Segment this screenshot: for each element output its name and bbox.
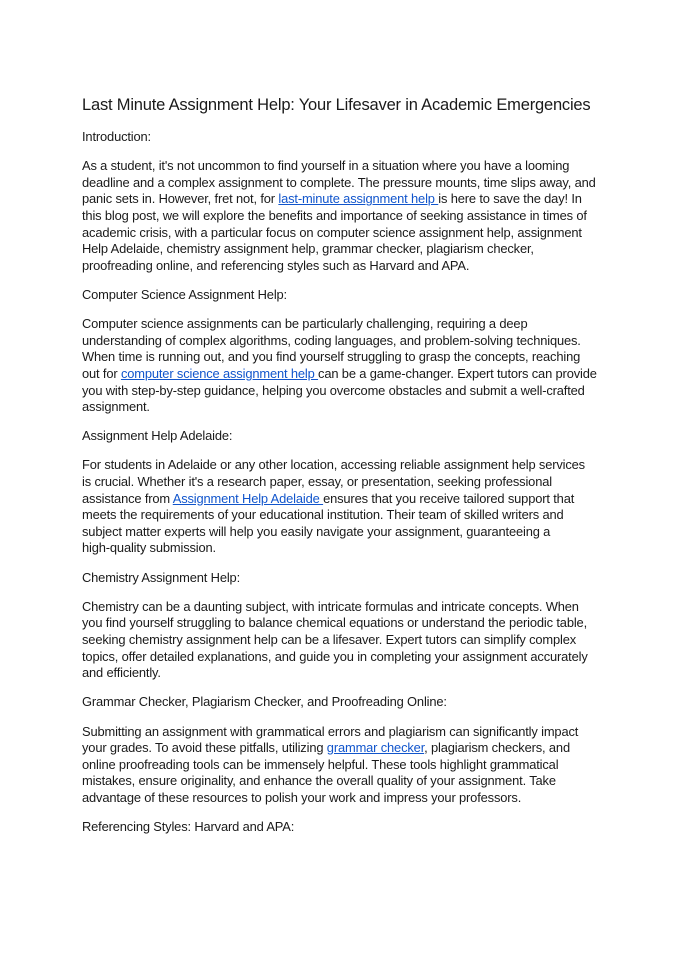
- text-run: meets the requirements of your educational institution. Their team of skilled writers and: [82, 507, 564, 523]
- paragraph: [82, 724, 612, 807]
- text-line: [82, 570, 612, 587]
- text-line: [82, 316, 612, 333]
- text-line: [82, 632, 612, 649]
- text-line: [82, 349, 612, 366]
- text-run: is here to save the day! In: [438, 191, 582, 207]
- text-run: Chemistry Assignment Help:: [82, 569, 241, 585]
- text-run: and efficiently.: [82, 665, 161, 681]
- text-run: is crucial. Whether it's a research paper, essay, or presentation, seeking professional: [82, 474, 552, 490]
- text-run: Referencing Styles: Harvard and APA:: [82, 819, 295, 835]
- text-line: [82, 399, 612, 416]
- section-heading: [82, 287, 612, 304]
- text-run: out for: [82, 365, 121, 381]
- text-line: [82, 366, 612, 383]
- text-run: topics, offer detailed explanations, and guide you in completing your assignment accurately: [82, 648, 588, 664]
- text-run: understanding of complex algorithms, coding languages, and problem-solving techniques.: [82, 332, 581, 348]
- text-line: [82, 694, 612, 711]
- text-line: [82, 129, 612, 146]
- text-line: [82, 740, 612, 757]
- text-run: academic crisis, with a particular focus on computer science assignment help, assignment: [82, 224, 582, 240]
- text-run: assistance from: [82, 490, 173, 506]
- text-run: proofreading online, and referencing styles such as Harvard and APA.: [82, 257, 470, 273]
- text-line: [82, 790, 612, 807]
- text-line: [82, 474, 612, 491]
- text-line: [82, 225, 612, 242]
- inline-link[interactable]: grammar checker: [326, 740, 425, 756]
- section-heading: [82, 694, 612, 711]
- paragraph: [82, 599, 612, 682]
- text-line: [82, 615, 612, 632]
- section-heading: [82, 570, 612, 587]
- text-line: [82, 191, 612, 208]
- paragraph: [82, 316, 612, 416]
- text-run: mistakes, ensure originality, and enhance the overall quality of your assignment. Take: [82, 773, 556, 789]
- text-run: Introduction:: [82, 129, 151, 144]
- text-line: [82, 757, 612, 774]
- text-line: [82, 773, 612, 790]
- inline-link[interactable]: last-minute assignment help: [278, 191, 439, 207]
- text-line: [82, 241, 612, 258]
- text-run: ensures that you receive tailored support that: [323, 490, 575, 506]
- text-run: Chemistry can be a daunting subject, with intricate formulas and intricate concepts. When: [82, 598, 579, 614]
- text-run: advantage of these resources to polish your work and impress your professors.: [82, 789, 522, 805]
- document-page: [82, 95, 612, 848]
- text-line: [82, 175, 612, 192]
- text-line: [82, 428, 612, 445]
- text-line: [82, 383, 612, 400]
- text-run: For students in Adelaide or any other location, accessing reliable assignment help services: [82, 457, 585, 473]
- section-heading: [82, 129, 612, 146]
- text-run: Computer Science Assignment Help:: [82, 286, 287, 302]
- text-line: [82, 507, 612, 524]
- text-run: subject matter experts will help you easily navigate your assignment, guaranteeing a: [82, 523, 551, 539]
- document-title: Last Minute Assignment Help: Your Lifesaver in Academic Emergencies: [82, 96, 591, 114]
- text-run: , plagiarism checkers, and: [424, 740, 570, 756]
- text-run: deadline and a complex assignment to complete. The pressure mounts, time slips away, and: [82, 174, 596, 190]
- text-line: [82, 208, 612, 225]
- text-run: As a student, it's not uncommon to find yourself in a situation where you have a looming: [82, 158, 570, 174]
- text-line: [82, 649, 612, 666]
- text-line: [82, 258, 612, 275]
- text-run: Computer science assignments can be particularly challenging, requiring a deep: [82, 316, 528, 332]
- text-run: you with step-by-step guidance, helping you overcome obstacles and submit a well-crafted: [82, 382, 585, 398]
- text-line: [82, 819, 612, 836]
- document-body: [82, 129, 612, 836]
- text-line: [82, 333, 612, 350]
- text-line: [82, 457, 612, 474]
- inline-link[interactable]: Assignment Help Adelaide: [172, 490, 324, 506]
- text-run: panic sets in. However, fret not, for: [82, 191, 279, 207]
- text-line: [82, 491, 612, 508]
- text-run: Help Adelaide, chemistry assignment help, grammar checker, plagiarism checker,: [82, 241, 534, 257]
- text-run: When time is running out, and you find yourself struggling to grasp the concepts, reaching: [82, 349, 581, 365]
- section-heading: [82, 428, 612, 445]
- text-line: [82, 540, 612, 557]
- text-run: assignment.: [82, 399, 150, 415]
- text-line: [82, 158, 612, 175]
- text-run: seeking chemistry assignment help can be a lifesaver. Expert tutors can simplify complex: [82, 632, 577, 647]
- inline-link[interactable]: computer science assignment help: [120, 365, 319, 381]
- paragraph: [82, 158, 612, 274]
- text-run: Assignment Help Adelaide:: [82, 428, 233, 444]
- paragraph: [82, 457, 612, 557]
- text-line: [82, 724, 612, 741]
- text-run: this blog post, we will explore the benefits and importance of seeking assistance in times of: [82, 207, 587, 223]
- text-run: your grades. To avoid these pitfalls, utilizing: [82, 740, 327, 756]
- text-line: [82, 524, 612, 541]
- text-line: [82, 287, 612, 304]
- text-run: can be a game-changer. Expert tutors can provide: [318, 365, 597, 381]
- text-run: Grammar Checker, Plagiarism Checker, and Proofreading Online:: [82, 694, 447, 710]
- text-run: online proofreading tools can be immensely helpful. These tools highlight grammatical: [82, 756, 559, 772]
- text-run: Submitting an assignment with grammatical errors and plagiarism can significantly impact: [82, 723, 579, 739]
- text-run: you find yourself struggling to balance chemical equations or understand the periodic table,: [82, 615, 588, 631]
- text-run: high-quality submission.: [82, 540, 216, 556]
- text-line: [82, 599, 612, 616]
- section-heading: [82, 819, 612, 836]
- text-line: [82, 665, 612, 682]
